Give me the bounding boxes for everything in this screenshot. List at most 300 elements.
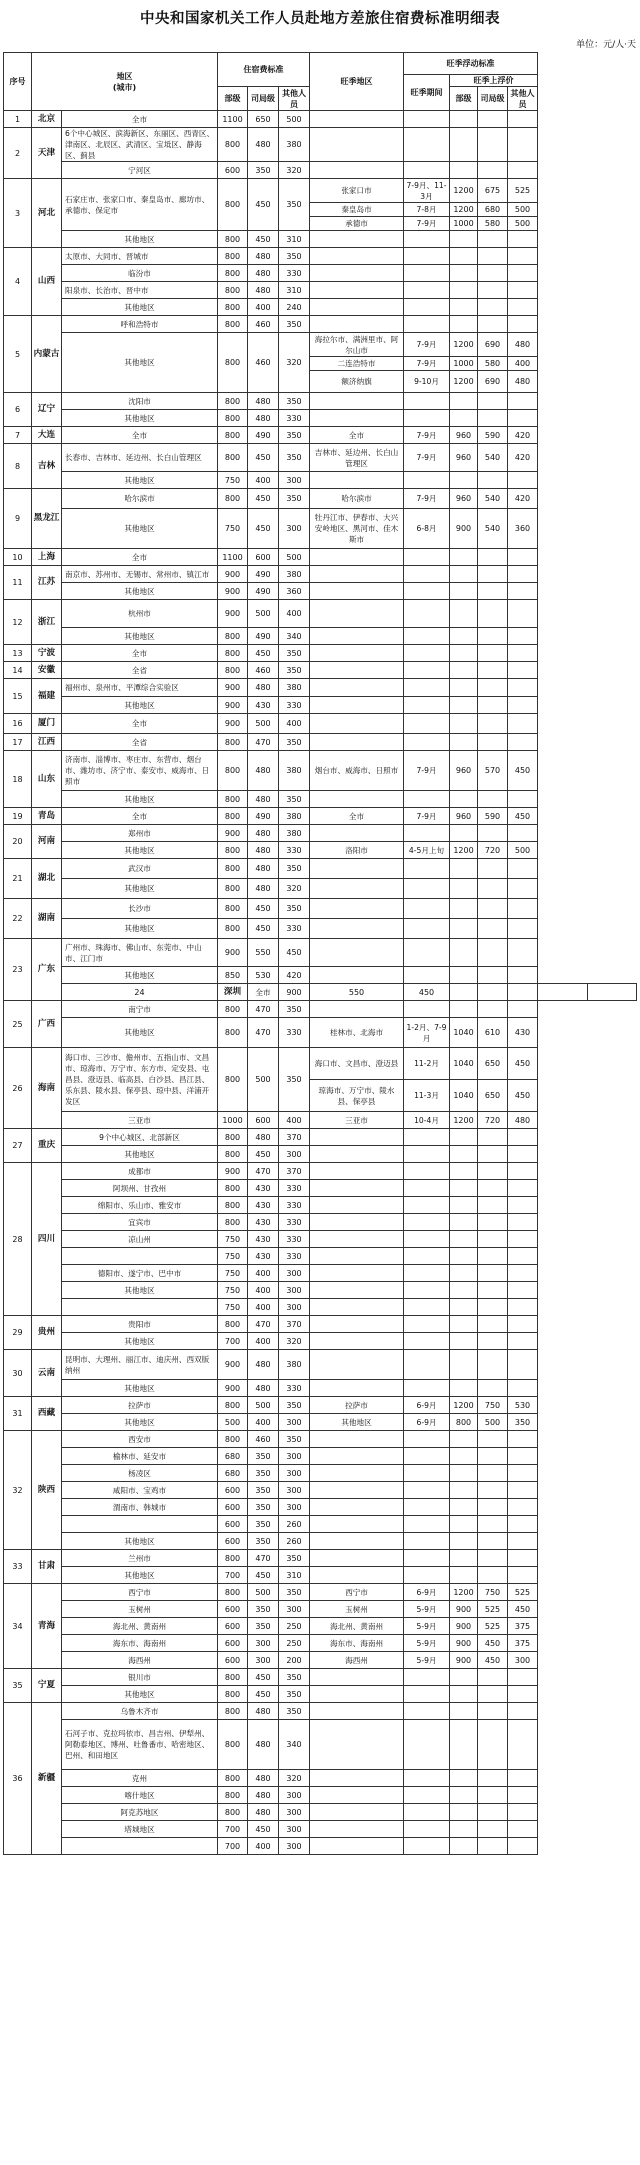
peak-period [404, 1482, 450, 1499]
row-region: 渭南市、韩城市 [62, 1499, 218, 1516]
row-region: 其他地区 [62, 967, 218, 984]
rate-other: 250 [279, 1618, 310, 1635]
rate-si: 450 [248, 919, 279, 939]
peak-region [310, 1550, 404, 1567]
peak-period [404, 583, 450, 600]
row-region: 喀什地区 [62, 1787, 218, 1804]
peak-bu [450, 600, 478, 628]
table-row [4, 583, 637, 600]
peak-other [508, 1197, 538, 1214]
peak-region [310, 734, 404, 751]
peak-other [508, 714, 538, 734]
row-region: 咸阳市、宝鸡市 [62, 1482, 218, 1499]
rate-bu: 600 [218, 1482, 248, 1499]
peak-region: 秦皇岛市 [310, 203, 404, 217]
peak-other [508, 583, 538, 600]
row-name: 重庆 [32, 1129, 62, 1163]
rate-si: 400 [248, 472, 279, 489]
table-row [4, 393, 637, 410]
peak-other [508, 1214, 538, 1231]
peak-si [478, 1482, 508, 1499]
peak-si [478, 1214, 508, 1231]
row-region: 乌鲁木齐市 [62, 1703, 218, 1720]
peak-bu [450, 1129, 478, 1146]
row-seq: 16 [4, 714, 32, 734]
peak-period: 10-4月 [404, 1112, 450, 1129]
table-row [4, 1397, 637, 1414]
peak-region [310, 1146, 404, 1163]
peak-period: 7-9月、11-3月 [404, 179, 450, 203]
peak-period [404, 714, 450, 734]
row-region: 德阳市、遂宁市、巴中市 [62, 1265, 218, 1282]
peak-si [478, 734, 508, 751]
rate-other: 330 [279, 842, 310, 859]
table-row [4, 231, 637, 248]
row-seq: 28 [4, 1163, 32, 1316]
row-region: 银川市 [62, 1669, 218, 1686]
rate-si: 350 [248, 162, 279, 179]
peak-region [310, 919, 404, 939]
rate-other: 350 [279, 427, 310, 444]
table-row [4, 1669, 637, 1686]
rate-si: 460 [248, 333, 279, 393]
table-row [4, 697, 637, 714]
peak-region: 全市 [310, 427, 404, 444]
table-row [4, 1350, 637, 1380]
row-region: 其他地区 [62, 1380, 218, 1397]
rate-si: 430 [248, 1197, 279, 1214]
peak-other: 450 [508, 1048, 538, 1080]
rate-si: 480 [248, 1380, 279, 1397]
row-region: 其他地区 [62, 1533, 218, 1550]
row-region: 其他地区 [62, 333, 218, 393]
rate-bu: 750 [218, 509, 248, 549]
row-seq: 14 [4, 662, 32, 679]
peak-other: 500 [508, 203, 538, 217]
peak-period [404, 1163, 450, 1180]
table-row [4, 842, 637, 859]
rate-si: 490 [248, 583, 279, 600]
peak-period: 5-9月 [404, 1635, 450, 1652]
peak-other: 350 [508, 1414, 538, 1431]
peak-region [310, 549, 404, 566]
peak-region [310, 472, 404, 489]
peak-period [404, 1350, 450, 1380]
rate-other: 300 [279, 1821, 310, 1838]
peak-bu [450, 1770, 478, 1787]
table-row [4, 1018, 637, 1048]
header-peak-si: 司局级 [478, 87, 508, 111]
row-region: 西安市 [62, 1431, 218, 1448]
row-name: 湖北 [32, 859, 62, 899]
peak-other: 450 [508, 808, 538, 825]
peak-bu [450, 791, 478, 808]
peak-other [508, 697, 538, 714]
peak-region: 西宁市 [310, 1584, 404, 1601]
peak-si: 540 [478, 509, 508, 549]
peak-bu: 960 [450, 751, 478, 791]
row-region: 海北州、黄南州 [62, 1618, 218, 1635]
rate-bu: 750 [218, 1265, 248, 1282]
rate-other: 350 [279, 1584, 310, 1601]
peak-region [310, 128, 404, 162]
rate-other: 350 [279, 791, 310, 808]
table-row [4, 1299, 637, 1316]
peak-period [478, 984, 508, 1001]
peak-si [478, 1431, 508, 1448]
table-row [4, 111, 637, 128]
rate-other: 250 [279, 1635, 310, 1652]
peak-si: 540 [478, 489, 508, 509]
row-name: 北京 [32, 111, 62, 128]
peak-si [478, 316, 508, 333]
peak-period [404, 1380, 450, 1397]
peak-region: 额济纳旗 [310, 371, 404, 393]
rate-bu: 800 [218, 444, 248, 472]
rate-bu: 800 [218, 231, 248, 248]
peak-period [404, 566, 450, 583]
peak-period [404, 825, 450, 842]
peak-period: 9-10月 [404, 371, 450, 393]
peak-si [478, 791, 508, 808]
row-name: 西藏 [32, 1397, 62, 1431]
peak-bu [450, 734, 478, 751]
row-region: 广州市、珠海市、佛山市、东莞市、中山市、江门市 [62, 939, 218, 967]
peak-si [478, 1533, 508, 1550]
peak-bu [450, 1350, 478, 1380]
row-name: 山西 [32, 248, 62, 316]
table-row [4, 427, 637, 444]
table-row [4, 1265, 637, 1282]
peak-bu [450, 393, 478, 410]
rate-other: 320 [279, 162, 310, 179]
peak-bu: 1040 [450, 1018, 478, 1048]
peak-period [404, 1838, 450, 1855]
table-row [4, 919, 637, 939]
peak-period [404, 1248, 450, 1265]
table-row [4, 1231, 637, 1248]
row-region: 全市 [62, 808, 218, 825]
row-seq: 26 [4, 1048, 32, 1129]
peak-bu [450, 1482, 478, 1499]
peak-other [508, 1333, 538, 1350]
rate-other: 330 [279, 1018, 310, 1048]
peak-bu [450, 679, 478, 697]
rate-bu: 800 [218, 1720, 248, 1770]
peak-bu [450, 879, 478, 899]
peak-period [404, 393, 450, 410]
peak-period [404, 1821, 450, 1838]
peak-si [478, 231, 508, 248]
peak-si [478, 549, 508, 566]
rate-si: 480 [248, 248, 279, 265]
peak-bu [450, 939, 478, 967]
rate-other: 400 [279, 714, 310, 734]
row-region: 杭州市 [62, 600, 218, 628]
rate-other: 500 [279, 549, 310, 566]
peak-bu [450, 628, 478, 645]
peak-bu [450, 583, 478, 600]
row-seq: 5 [4, 316, 32, 393]
rate-other: 300 [279, 1804, 310, 1821]
row-region: 石家庄市、张家口市、秦皇岛市、廊坊市、承德市、保定市 [62, 179, 218, 231]
row-region: 兰州市 [62, 1550, 218, 1567]
rate-bu: 800 [218, 265, 248, 282]
table-row [4, 282, 637, 299]
peak-bu [450, 1686, 478, 1703]
rate-bu: 900 [218, 825, 248, 842]
header-peak-up: 旺季上浮价 [450, 75, 538, 87]
rate-bu: 800 [218, 299, 248, 316]
peak-bu [450, 1669, 478, 1686]
peak-period: 6-9月 [404, 1584, 450, 1601]
rate-other: 330 [279, 410, 310, 427]
peak-si [478, 628, 508, 645]
rate-bu: 800 [218, 1804, 248, 1821]
rate-other: 360 [279, 583, 310, 600]
peak-bu: 1200 [450, 842, 478, 859]
rate-other: 350 [279, 1001, 310, 1018]
table-row [4, 1821, 637, 1838]
peak-period [404, 679, 450, 697]
rate-si: 430 [248, 1231, 279, 1248]
rate-bu: 600 [218, 1533, 248, 1550]
rate-other: 300 [279, 509, 310, 549]
peak-region [310, 662, 404, 679]
peak-si [478, 600, 508, 628]
rate-other: 300 [279, 472, 310, 489]
rate-bu: 800 [218, 393, 248, 410]
rate-other: 260 [279, 1516, 310, 1533]
rate-bu: 800 [218, 1001, 248, 1018]
rate-other: 320 [279, 333, 310, 393]
rate-si: 500 [248, 1397, 279, 1414]
peak-region [310, 265, 404, 282]
row-region: 拉萨市 [62, 1397, 218, 1414]
row-seq: 30 [4, 1350, 32, 1397]
peak-other [508, 1001, 538, 1018]
table-row [4, 734, 637, 751]
peak-si: 450 [478, 1635, 508, 1652]
peak-period [404, 939, 450, 967]
peak-period [404, 128, 450, 162]
rate-other: 350 [279, 859, 310, 879]
peak-bu [450, 1533, 478, 1550]
peak-si: 750 [478, 1584, 508, 1601]
peak-region [310, 393, 404, 410]
peak-bu [450, 1299, 478, 1316]
row-region: 西宁市 [62, 1584, 218, 1601]
peak-period [404, 265, 450, 282]
peak-region [310, 1350, 404, 1380]
rate-si: 480 [248, 1770, 279, 1787]
peak-other [508, 1299, 538, 1316]
rate-bu: 800 [218, 791, 248, 808]
peak-region: 洛阳市 [310, 842, 404, 859]
table-row [4, 566, 637, 583]
peak-period: 11-2月 [404, 1048, 450, 1080]
table-row [4, 879, 637, 899]
table-row [4, 1316, 637, 1333]
peak-region [310, 1703, 404, 1720]
table-row [4, 128, 637, 162]
peak-other [508, 1465, 538, 1482]
table-row [4, 472, 637, 489]
rate-other: 200 [279, 1652, 310, 1669]
peak-region [310, 645, 404, 662]
peak-period [404, 734, 450, 751]
rate-bu: 680 [218, 1448, 248, 1465]
row-region: 全市 [248, 984, 279, 1001]
rate-bu: 800 [218, 734, 248, 751]
rate-other: 300 [279, 1601, 310, 1618]
rate-si: 480 [248, 679, 279, 697]
peak-region: 吉林市、延边州、长白山管理区 [310, 444, 404, 472]
peak-si: 590 [478, 808, 508, 825]
peak-region [310, 679, 404, 697]
row-region: 长春市、吉林市、延边州、长白山管理区 [62, 444, 218, 472]
peak-region: 哈尔滨市 [310, 489, 404, 509]
rate-bu: 700 [218, 1333, 248, 1350]
row-name: 青岛 [32, 808, 62, 825]
peak-other [508, 919, 538, 939]
row-region: 济南市、淄博市、枣庄市、东营市、烟台市、潍坊市、济宁市、泰安市、威海市、日照市 [62, 751, 218, 791]
peak-region: 烟台市、威海市、日照市 [310, 751, 404, 791]
peak-period: 6-9月 [404, 1397, 450, 1414]
peak-bu [450, 162, 478, 179]
row-region: 其他地区 [62, 1333, 218, 1350]
rate-bu: 900 [218, 566, 248, 583]
rate-other: 350 [279, 1431, 310, 1448]
table-row [4, 1618, 637, 1635]
peak-region [310, 1282, 404, 1299]
rate-other: 350 [279, 393, 310, 410]
rate-si: 300 [248, 1652, 279, 1669]
row-name: 广东 [32, 939, 62, 1001]
peak-other [508, 1282, 538, 1299]
rate-bu: 800 [218, 427, 248, 444]
peak-bu [450, 472, 478, 489]
peak-period [404, 859, 450, 879]
peak-other: 480 [508, 1112, 538, 1129]
row-name: 福建 [32, 679, 62, 714]
peak-period: 7-9月 [404, 489, 450, 509]
row-name: 贵州 [32, 1316, 62, 1350]
peak-other: 500 [508, 842, 538, 859]
peak-region [310, 1265, 404, 1282]
table-row [4, 679, 637, 697]
peak-period [404, 1787, 450, 1804]
peak-si [478, 1316, 508, 1333]
peak-other [508, 472, 538, 489]
rate-bu: 800 [218, 1770, 248, 1787]
peak-si: 680 [478, 203, 508, 217]
rate-si: 350 [248, 1601, 279, 1618]
peak-period: 7-9月 [404, 444, 450, 472]
rate-si: 350 [248, 1516, 279, 1533]
rate-si: 490 [248, 427, 279, 444]
peak-si [478, 919, 508, 939]
row-region: 克州 [62, 1770, 218, 1787]
table-row [4, 1431, 637, 1448]
peak-other [508, 1129, 538, 1146]
rate-bu: 900 [218, 679, 248, 697]
rate-si: 450 [248, 1146, 279, 1163]
table-row [4, 1482, 637, 1499]
peak-other [508, 299, 538, 316]
peak-other [508, 111, 538, 128]
peak-si [478, 645, 508, 662]
peak-si: 525 [478, 1618, 508, 1635]
peak-si [478, 1669, 508, 1686]
rate-other: 310 [279, 1567, 310, 1584]
row-region: 全市 [62, 714, 218, 734]
peak-region [310, 1669, 404, 1686]
peak-other [508, 939, 538, 967]
rate-other: 330 [279, 1197, 310, 1214]
rate-si: 480 [248, 879, 279, 899]
row-region [62, 1299, 218, 1316]
row-name: 江苏 [32, 566, 62, 600]
peak-other [508, 1431, 538, 1448]
table-row [4, 714, 637, 734]
peak-bu: 1040 [450, 1048, 478, 1080]
peak-region: 桂林市、北海市 [310, 1018, 404, 1048]
row-seq: 36 [4, 1703, 32, 1855]
row-region: 凉山州 [62, 1231, 218, 1248]
rate-other: 300 [279, 1787, 310, 1804]
peak-other: 420 [508, 444, 538, 472]
rate-other: 370 [279, 1129, 310, 1146]
peak-bu [450, 1231, 478, 1248]
rate-other: 320 [279, 879, 310, 899]
peak-region: 玉树州 [310, 1601, 404, 1618]
peak-si [478, 1821, 508, 1838]
rate-si: 450 [248, 179, 279, 231]
peak-other: 530 [508, 1397, 538, 1414]
peak-bu [450, 1720, 478, 1770]
table-row [4, 1001, 637, 1018]
unit-label: 单位：元/人·天 [576, 40, 636, 50]
rate-si: 430 [248, 1248, 279, 1265]
peak-other: 400 [508, 357, 538, 371]
table-row [4, 1146, 637, 1163]
row-name: 吉林 [32, 444, 62, 489]
peak-other [508, 1550, 538, 1567]
table-row [4, 316, 637, 333]
rate-other: 350 [279, 662, 310, 679]
rate-other: 350 [279, 444, 310, 472]
peak-bu: 1040 [450, 1080, 478, 1112]
row-name: 湖南 [32, 899, 62, 939]
peak-other [508, 645, 538, 662]
peak-region [310, 714, 404, 734]
rate-other: 330 [279, 1248, 310, 1265]
peak-period [404, 967, 450, 984]
peak-other: 430 [508, 1018, 538, 1048]
rate-other: 320 [279, 1770, 310, 1787]
peak-period [404, 1231, 450, 1248]
rate-si: 450 [248, 899, 279, 919]
table-row [4, 1533, 637, 1550]
peak-other: 375 [508, 1635, 538, 1652]
rate-bu: 750 [218, 1248, 248, 1265]
peak-bu [450, 1163, 478, 1180]
row-region: 郑州市 [62, 825, 218, 842]
peak-other [508, 1482, 538, 1499]
peak-other [508, 679, 538, 697]
peak-period [404, 697, 450, 714]
